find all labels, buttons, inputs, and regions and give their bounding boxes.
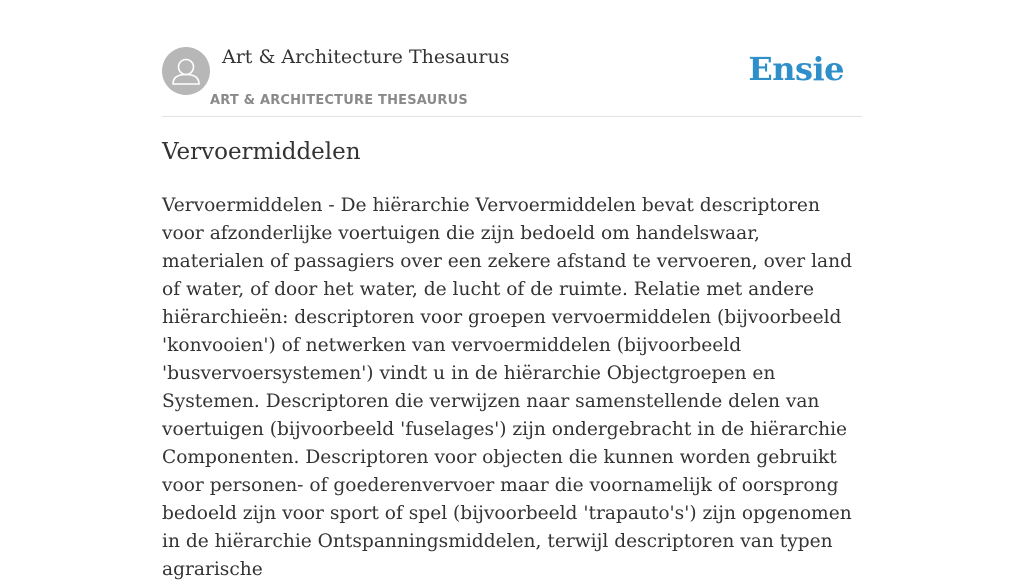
page-header <box>162 0 862 117</box>
user-silhouette-icon <box>162 47 210 95</box>
source-label[interactable]: ART & ARCHITECTURE THESAURUS <box>210 93 468 108</box>
article-description: Vervoermiddelen - De hiërarchie Vervoermiddelen bevat descriptoren voor afzonderlijke voertuigen die zijn bedoeld om handelswaar, materialen of passagiers over een zekere afstand te vervoeren, over land of water, of door het water, de lucht of de ruimte. Relatie met andere hiërarchieën: descriptoren voor groepen vervoermiddelen (bijvoorbeeld 'konvooien') of netwerken van vervoermiddelen (bijvoorbeeld 'busvervoersystemen') vindt u in de hiërarchie Objectgroepen en Systemen. Descriptoren die verwijzen naar samenstellende delen van voertuigen (bijvoorbeeld 'fuselages') zijn ondergebracht in de hiërarchie Componenten. Descriptoren voor objecten die kunnen worden gebruikt voor personen- of goederenvervoer maar die voornamelijk of oorsprong bedoeld zijn voor sport of spel (bijvoorbeeld 'trapauto's') zijn opgenomen in de hiërarchie Ontspanningsmiddelen, terwijl descriptoren van typen agrarische <box>162 195 852 580</box>
author-name[interactable]: Art & Architecture Thesaurus <box>222 46 510 68</box>
avatar[interactable] <box>162 47 210 95</box>
page-title: Vervoermiddelen <box>162 139 361 165</box>
ensie-logo[interactable]: Ensie <box>748 50 844 88</box>
